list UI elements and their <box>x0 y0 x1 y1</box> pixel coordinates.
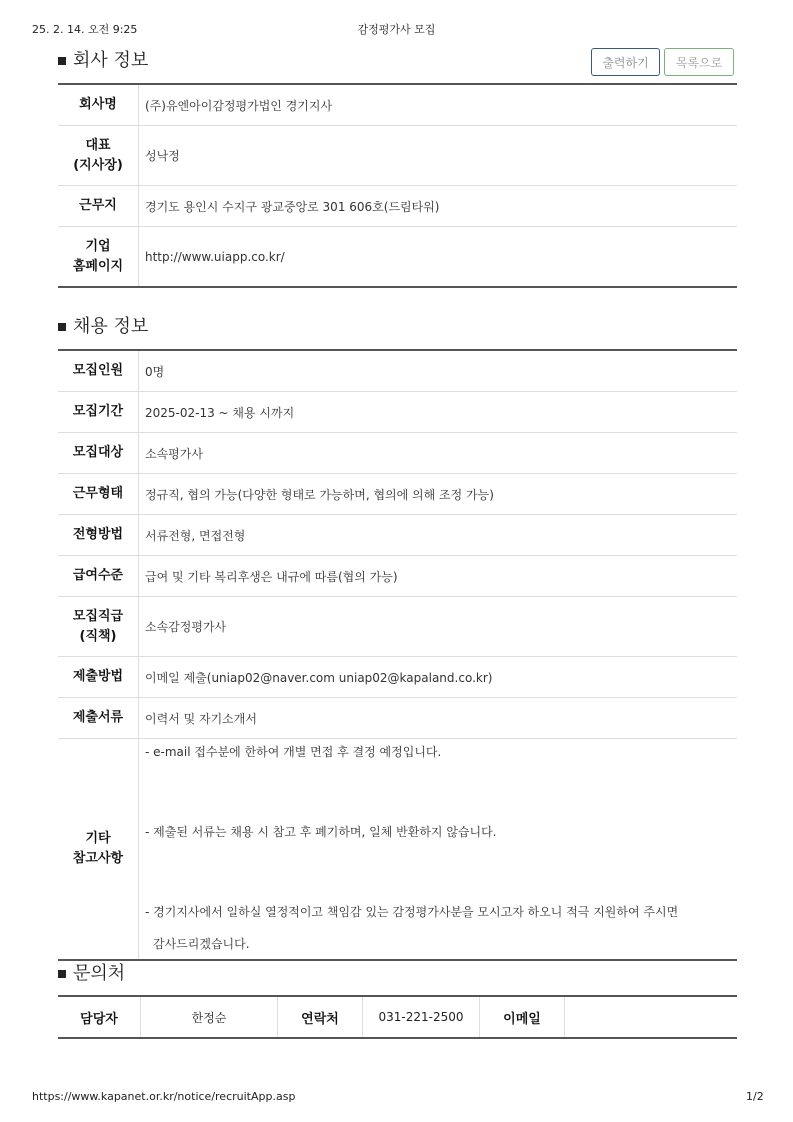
contact-section-heading <box>58 960 125 984</box>
row-label-line: 근무지 <box>79 198 117 213</box>
print-button[interactable]: 출력하기 <box>591 48 660 76</box>
square-bullet-icon <box>58 970 66 978</box>
row-value: 서류전형, 면접전형 <box>139 515 738 556</box>
notes-label <box>58 739 139 961</box>
info-row <box>58 433 737 474</box>
row-label-line: 모집기간 <box>72 404 124 419</box>
phone-value: 031-221-2500 <box>363 996 480 1038</box>
row-value: 소속감정평가사 <box>139 597 738 657</box>
notes-label-line: 참고사항 <box>72 851 124 866</box>
row-label-line: 제출방법 <box>72 669 124 684</box>
contact-row <box>58 996 737 1038</box>
row-value: 0명 <box>139 350 738 392</box>
row-label <box>58 350 139 392</box>
manager-value: 한정순 <box>141 996 278 1038</box>
row-label <box>58 433 139 474</box>
row-label <box>58 515 139 556</box>
info-row <box>58 227 737 288</box>
notes-line: - 제출된 서류는 채용 시 참고 후 폐기하며, 일체 반환하지 않습니다. <box>145 825 497 839</box>
recruit-section-title: 채용 정보 <box>73 316 149 337</box>
notes-line <box>145 878 737 902</box>
info-row <box>58 556 737 597</box>
info-row <box>58 597 737 657</box>
row-label-line: 모집인원 <box>72 363 124 378</box>
notes-line: - e-mail 접수분에 한하여 개별 면접 후 결정 예정입니다. <box>145 745 442 759</box>
row-label <box>58 126 139 186</box>
row-label-line: 전형방법 <box>72 527 124 542</box>
info-row <box>58 698 737 739</box>
recruit-section-heading <box>58 313 148 337</box>
row-value: 이메일 제출(uniap02@naver.com uniap02@kapaland.co.kr) <box>139 657 738 698</box>
notes-label-line: 기타 <box>85 831 111 846</box>
row-label <box>58 84 139 126</box>
list-button[interactable]: 목록으로 <box>664 48 734 76</box>
info-row <box>58 126 737 186</box>
info-row <box>58 84 737 126</box>
recruit-info-table <box>58 349 737 961</box>
row-label <box>58 227 139 288</box>
row-label <box>58 392 139 433</box>
notes-line <box>145 774 737 798</box>
company-section-title: 회사 정보 <box>73 50 149 71</box>
notes-line: - 경기지사에서 일하실 열정적이고 책임감 있는 감정평가사분을 모시고자 하오니 적극 지원하여 주시면 <box>145 905 679 919</box>
row-label-line: 회사명 <box>79 97 117 112</box>
row-label <box>58 657 139 698</box>
contact-section-title: 문의처 <box>73 963 126 984</box>
row-label <box>58 474 139 515</box>
notes-line <box>145 854 737 878</box>
company-section-heading <box>58 47 148 71</box>
row-value: 소속평가사 <box>139 433 738 474</box>
row-label-line: 급여수준 <box>72 568 124 583</box>
phone-label: 연락처 <box>278 996 363 1038</box>
square-bullet-icon <box>58 323 66 331</box>
print-datetime: 25. 2. 14. 오전 9:25 <box>32 23 138 36</box>
row-label <box>58 556 139 597</box>
print-footer-url: https://www.kapanet.or.kr/notice/recruitApp.asp <box>32 1090 296 1103</box>
row-label-line: 대표 <box>85 137 111 153</box>
row-label-line: 모집대상 <box>72 445 124 460</box>
row-value: 2025-02-13 ~ 채용 시까지 <box>139 392 738 433</box>
info-row <box>58 515 737 556</box>
email-label: 이메일 <box>480 996 565 1038</box>
row-label <box>58 597 139 657</box>
row-label-line: 홈페이지 <box>72 258 124 274</box>
print-page-title: 감정평가사 모집 <box>357 23 436 36</box>
row-label <box>58 698 139 739</box>
info-row <box>58 657 737 698</box>
row-label-line: (직책) <box>79 628 117 644</box>
square-bullet-icon <box>58 57 66 65</box>
row-value: 급여 및 기타 복리후생은 내규에 따름(협의 가능) <box>139 556 738 597</box>
manager-label: 담당자 <box>58 996 141 1038</box>
row-value: 이력서 및 자기소개서 <box>139 698 738 739</box>
notes-value <box>139 739 738 961</box>
info-row <box>58 392 737 433</box>
notes-row <box>58 739 737 961</box>
row-value: 성낙정 <box>139 126 738 186</box>
contact-table <box>58 995 737 1039</box>
notes-line: 감사드리겠습니다. <box>153 937 250 951</box>
row-value[interactable]: http://www.uiapp.co.kr/ <box>145 249 285 264</box>
notes-line <box>145 798 737 822</box>
row-label-line: 제출서류 <box>72 710 124 725</box>
info-row <box>58 186 737 227</box>
print-footer-page: 1/2 <box>746 1090 764 1103</box>
row-label <box>58 186 139 227</box>
info-row <box>58 474 737 515</box>
row-label-line: 근무형태 <box>72 486 124 501</box>
row-label-line: (지사장) <box>73 157 123 173</box>
info-row <box>58 350 737 392</box>
row-value: 정규직, 협의 가능(다양한 형태로 가능하며, 협의에 의해 조정 가능) <box>139 474 738 515</box>
row-label-line: 모집직급 <box>72 608 124 624</box>
row-value: 경기도 용인시 수지구 광교중앙로 301 606호(드림타워) <box>139 186 738 227</box>
row-value: (주)유엔아이감정평가법인 경기지사 <box>139 84 738 126</box>
email-value <box>565 996 738 1038</box>
row-label-line: 기업 <box>85 238 111 254</box>
company-info-table <box>58 83 737 288</box>
